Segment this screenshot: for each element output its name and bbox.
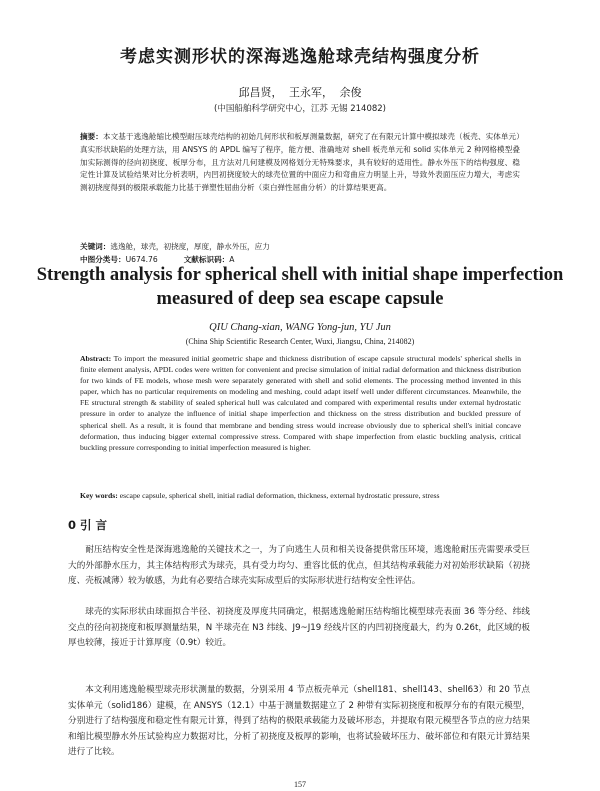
chinese-affiliation: (中国船舶科学研究中心，江苏 无锡 214082) [214,104,386,114]
body-paragraph: 耐压结构安全性是深海逃逸舱的关键技术之一，为了向逃生人员和相关设备提供常压环境，逃逸舱耐压壳需要承受巨大的外部静水压力，其主体结构形式为球壳，具有受力均匀、重容比低的优点，但其结构承载能力对初始形状缺陷（初挠度、壳板减薄）较为敏感，为此有必要结合球壳实际成型后的实际形状进行结构安全性评估。 [68,545,530,587]
body-paragraph: 球壳的实际形状由球面拟合半径、初挠度及厚度共同确定，根据逃逸舱耐压结构缩比模型球壳表面 36 等分经、纬线交点的径向初挠度和板厚测量结果，N 半球壳在 N3 纬线、J9~J19 经线片区的内凹初挠度最大，约为 0.26t，此区域的板厚也较薄，接近于计算厚度（0.9t）较近。 [68,607,530,649]
classification-value: U674.76 [125,255,158,264]
english-abstract-label: Abstract: [80,354,112,363]
chinese-abstract-label: 摘要： [80,132,103,141]
section-heading: 0 引 言 [68,518,108,532]
english-abstract [80,353,521,453]
chinese-authors: 邱昌贤， 王永军， 余俊 [238,86,362,99]
english-keywords [80,491,521,500]
english-authors: QIU Chang-xian, WANG Yong-jun, YU Jun [209,322,391,333]
english-affiliation: (China Ship Scientific Research Center, Wuxi, Jiangsu, China, 214082) [185,337,415,346]
body-paragraph: 本文利用逃逸舱模型球壳形状测量的数据，分别采用 4 节点板壳单元（shell181、shell143、shell63）和 20 节点实体单元（solid186）建模，在 ANSYS（12.1）中基于测量数据建立了 2 种带有实际初挠度和板厚分布的有限元模型，分别进行了结构强度和稳定性有限元计算，得到了结构的极限承载能力及破坏形态，并提取有限元模型各节点的应力结果和缩比模型静水外压试验构应力数据对比，分析了初挠度及板厚的影响，也将试验破坏压力、破坏部位和有限元计算结果进行了比较。 [68,685,530,758]
chinese-abstract-text: 本文基于逃逸舱缩比模型耐压球壳结构的初始几何形状和板厚测量数据，研究了在有限元计算中模拟球壳（板壳、实体单元）真实形状缺陷的处理方法，用 ANSYS 的 APDL 编写了程序，能方便、准确地对 shell 板壳单元和 solid 实体单元 2 种网格模型叠加实际测得的径向初挠度、板厚分布，且方法对几何建模及网格划分无特殊要求，具有较好的适用性。静水外压下的结构强度、稳定性计算及试验结果对比分析表明，内凹初挠度较大的球壳位置的中面应力和弯曲应力明显上升，导致外表面压应力增大，考虑实测初挠度得到的极限承载能力比基于弹塑性屈曲分析（束白弹性屈曲分析）的计算结果更高。 [80,132,521,193]
english-title: Strength analysis for spherical shell with initial shape imperfection measured of deep sea escape capsule [36,265,564,309]
page-number: 157 [294,780,306,789]
chinese-title: 考虑实测形状的深海逃逸舱球壳结构强度分析 [120,47,480,67]
english-keywords-text: escape capsule, spherical shell, initial radial deformation, thickness, external hydrostatic pressure, stress [119,491,440,500]
chinese-keywords-text: 逃逸舱，球壳，初挠度，厚度，静水外压，应力 [110,242,270,251]
document-code-label: 文献标识码： [183,255,230,264]
english-abstract-text: To import the measured initial geometric shape and thickness distribution of escape capsule structural models' spherical shells in finite element analysis, APDL codes were written for convenient and precise simulation of initial radial deformation and thickness distribution for two kinds of FE models, whose mesh were separately generated with shell and solid elements. The processing method invented in this paper, which has no particular requirements on modeling and meshing, could adapt itself well under different circumstances. Meanwhile, the FE structural strength & stability of sealed spherical hull was calculated and compared with experimental results under external hydrostatic pressure in order to analyze the influence of initial shape imperfection and thickness on the stress distribution and buckled pressure of spherical shell. As a result, it is found that membrane and bending stress would increase obviously due to spherical shell's initial concave deformation, thus inducing bigger external compressive stress. Compared with shape imperfection from elastic buckling analysis, critical buckling pressure corresponding to initial imperfection measured is higher. [80,354,521,452]
document-code-value: A [229,255,235,264]
chinese-keywords-label: 关键词： [80,242,111,251]
english-keywords-label: Key words: [80,491,118,500]
chinese-abstract [80,131,520,195]
chinese-keywords [80,241,520,252]
classification-label: 中图分类号： [80,255,126,264]
